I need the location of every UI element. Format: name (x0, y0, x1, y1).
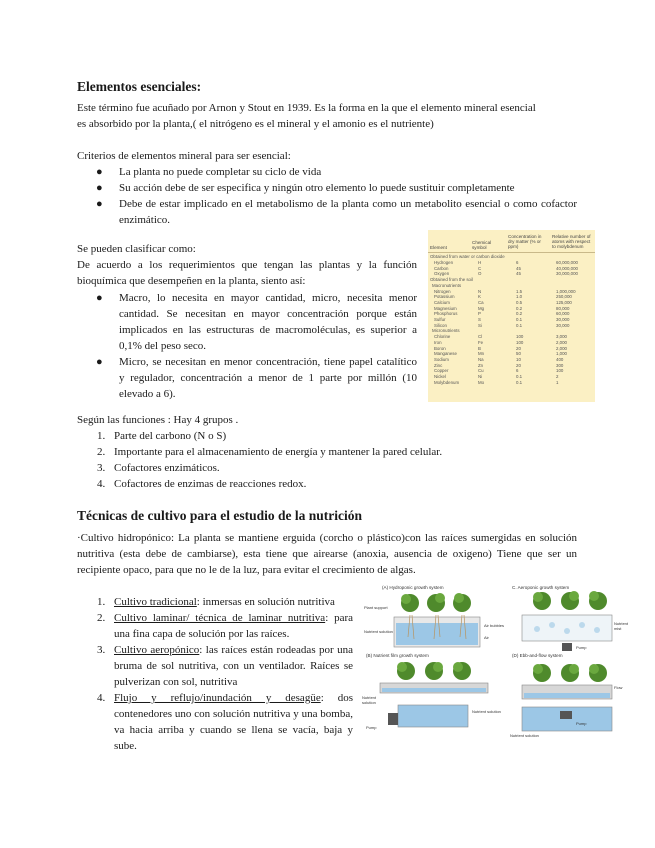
bullet-icon: ● (96, 166, 103, 178)
table-row: Sodium Na 10 400 (434, 356, 564, 362)
table-row: Nickel Ni 0.1 2 (434, 374, 559, 379)
classify-title: Se pueden clasificar como: (77, 243, 196, 255)
list-item: ● Su acción debe de ser especifica y ningún otro elemento lo puede sustituir completamente (96, 182, 515, 194)
reservoir-b (398, 705, 468, 727)
criteria-title: Criterios de elementos mineral para ser esencial: (77, 150, 291, 162)
pump-d (560, 711, 572, 719)
list-item: 2. Importante para el almacenamiento de energía y mantener la pared celular. (97, 446, 443, 458)
table-row: Phosphorus P 0.2 60,000 (434, 311, 570, 317)
label-c-1: Pump (576, 645, 587, 650)
bullet-icon: ● (96, 198, 103, 210)
label-d-0: Flow (614, 685, 623, 690)
label-b-1: Pump (366, 725, 377, 730)
table-row: Nitrogen N 1.5 1,000,000 (434, 288, 576, 294)
growth-systems-figure (362, 585, 629, 745)
label-a-0: Plant support (364, 605, 388, 610)
table-row: Calcium Ca 0.5 125,000 (434, 299, 572, 305)
label-b-2: Nutrient solution (472, 709, 501, 714)
plants-d (533, 664, 607, 682)
list-item: 1. Cultivo tradicional: inmersas en solución nutritiva (97, 596, 335, 608)
nutrient-table-figure (428, 230, 595, 402)
functions-title: Según las funciones : Hay 4 grupos . (77, 414, 239, 426)
label-c-mist: Nutrient mist (614, 621, 629, 631)
intro-paragraph (77, 100, 577, 132)
classify-intro: De acuerdo a los requerimientos que tengan las plantas y la función bioquímica que desempeñen en la planta, siento así: (77, 259, 417, 287)
panel-d-title: (D) Ebb-and-flow system (512, 653, 563, 658)
label-d-1: Pump (576, 721, 587, 726)
table-row: Copper Cu 6 100 (434, 368, 564, 374)
list-item: 3. Cofactores enzimáticos. (97, 462, 220, 474)
plants-c (533, 591, 607, 610)
bullet-icon: ● (96, 182, 103, 194)
section-title-elementos: Elementos esenciales: (77, 79, 202, 94)
hydroponic-paragraph: ·Cultivo hidropónico: La planta se mantiene erguida (corcho o plástico)con las raíces sumergidas en solución nutritiva (esta debe de cambiarse), esta tiene que airearse (anoxia, ausencia de oxigeno) Tiene que ser un recipiente opaco, para que no le de la luz, para evitar el crecimiento de algas. (77, 532, 577, 576)
criteria-list (82, 164, 577, 228)
intro-line-1: Este término fue acuñado por Arnon y Stout en 1939. Es la forma en la que el elemento mineral esencial (77, 102, 536, 114)
list-item: 4. Flujo y reflujo/inundación y desagüe: dos contenedores uno con solución nutritiva y una bomba, va hacia arriba y cuando se llena se vacía, baja y sube. (97, 692, 353, 752)
table-row: Manganese Mn 50 1,000 (434, 351, 567, 357)
pump-c (562, 643, 572, 651)
list-item: ● Debe de estar implicado en el metabolismo de la planta como un metabolito esencial o como cofactor enzimático. (96, 198, 577, 226)
bullet-icon: ● (96, 292, 103, 304)
table-row: Iron Fe 100 2,000 (434, 339, 567, 345)
table-row: Magnesium Mg 0.2 80,000 (434, 305, 570, 311)
subgroup-label-micro: Micronutrients (432, 328, 460, 334)
table-row: Zinc Zn 20 300 (434, 362, 564, 368)
section-title-tecnicas: Técnicas de cultivo para el estudio de la nutrición (77, 508, 362, 523)
panel-c-title: C. Aeroponic growth system (512, 585, 570, 590)
list-item: 1. Parte del carbono (N o S) (97, 430, 227, 442)
group-label-water: Obtained from water or carbon dioxide (430, 254, 505, 259)
th-symbol: Chemical symbol (472, 240, 492, 250)
th-concentration: Concentration in dry matter (% or ppm) (508, 234, 542, 249)
table-row: Chlorine Cl 100 3,000 (434, 334, 567, 340)
label-b-0: Nutrient solution (362, 695, 377, 705)
label-a-3: Air (484, 635, 489, 640)
table-row: Silicon Si 0.1 30,000 (434, 322, 570, 328)
table-row: Boron B 20 2,000 (434, 345, 567, 351)
th-relative: Relative number of atoms with respect to molybdenum (552, 234, 591, 249)
subgroup-label-macro: Macronutrients (432, 282, 462, 288)
functions-list (77, 428, 577, 492)
table-row: Sulfur S 0.1 30,000 (434, 317, 570, 322)
table-row: Molybdenum Mo 0.1 1 (434, 379, 559, 385)
panel-b-title: (B) Nutrient film growth system (366, 653, 429, 658)
list-item: 2. Cultivo laminar/ técnica de laminar nutritiva: para una fina capa de solución por las raíces. (97, 612, 353, 640)
list-item: 3. Cultivo aeropónico: las raíces están rodeadas por una bruma de sol nutritiva, con un ventilador. Raíces se pulverizan con sol, nutritiva (97, 644, 353, 688)
methods-list (77, 594, 353, 754)
list-item: ● La planta no puede completar su ciclo de vida (96, 166, 322, 178)
table-row: Oxygen O 45 30,000,000 (434, 271, 578, 277)
table-row: Potassium K 1.0 250,000 (434, 294, 572, 300)
plants-b (397, 662, 471, 680)
label-a-1: Nutrient solution (364, 629, 393, 634)
table-header (428, 230, 595, 253)
panel-a-title: (A) Hydroponic growth system (382, 585, 444, 590)
list-item: ● Micro, se necesitan en menor concentración, tiene papel catalítico y regulador, concentración a menor de 1 parte por millón (10 elevado a 6). (96, 356, 417, 400)
table-row: Hydrogen H 6 60,000,000 (434, 260, 578, 265)
table-row: Carbon C 45 40,000,000 (434, 265, 578, 271)
list-item: ● Macro, lo necesita en mayor cantidad, micro, necesita menor cantidad. Se necesitan en mayor concentración porque están implicados en las estructuras de macromoléculas, es superior a 0,1% del peso seco. (96, 292, 417, 352)
label-a-2: Air bubbles (484, 623, 505, 628)
th-element: Element (430, 245, 447, 250)
intro-line-2: es absorbido por la planta,( el nitrógeno es el mineral y el amonio es el nutriente) (77, 118, 434, 130)
bullet-icon: ● (96, 356, 103, 368)
list-item: 4. Cofactores de enzimas de reacciones redox. (97, 478, 307, 490)
group-label-soil: Obtained from the soil (430, 277, 473, 283)
label-d-2: Nutrient solution (510, 733, 539, 738)
classes-list (82, 290, 417, 402)
pump-b (388, 713, 398, 725)
